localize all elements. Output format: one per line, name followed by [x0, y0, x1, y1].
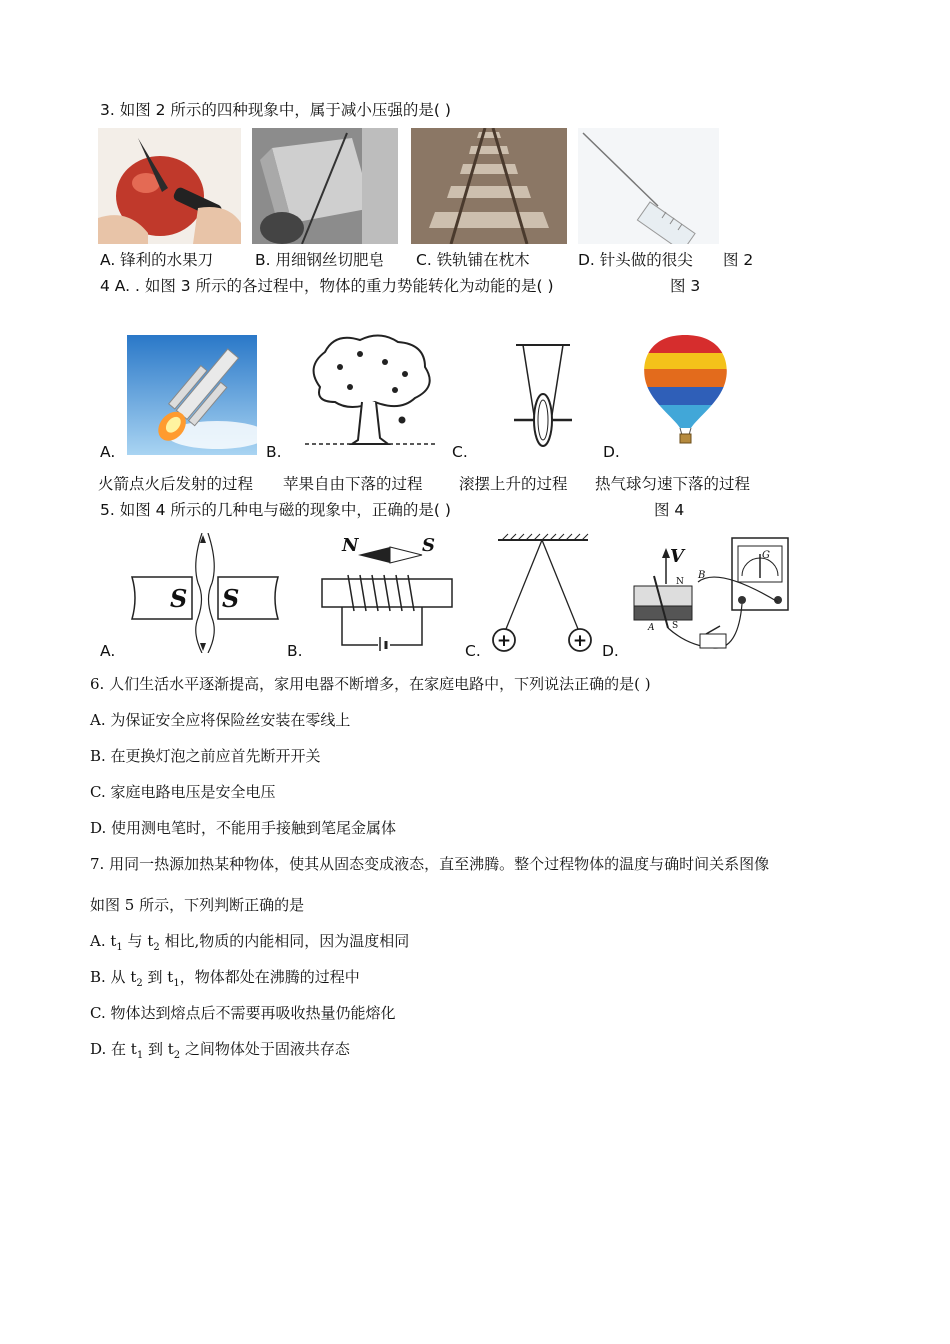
q3-figure-label: 图 2	[723, 251, 754, 269]
q7-option-a: A. $t_1$ 与 $t_2$ 相比,物质的内能相同，因为温度相同	[90, 932, 410, 953]
q5-c-charge-right: +	[572, 631, 588, 651]
q5-letter-c: C.	[465, 642, 481, 660]
q5-letter-a: A.	[100, 642, 116, 660]
q4-letter-b: B.	[266, 443, 282, 461]
q3-option-d: D. 针头做的很尖	[578, 251, 693, 269]
q7-stem-line1: 7. 用同一热源加热某种物体，使其从固态变成液态，直至沸腾。整个过程物体的温度与确时间关系图像	[90, 855, 770, 873]
q6-option-a: A. 为保证安全应将保险丝安装在零线上	[90, 711, 351, 729]
q5-a-pole-left: S	[170, 584, 188, 613]
q3-figure-c-railway-sleepers	[411, 128, 567, 244]
q3-option-a: A. 锋利的水果刀	[100, 251, 214, 269]
q3-option-c: C. 铁轨铺在枕木	[416, 251, 530, 269]
q7-stem-line2: 如图 5 所示，下列判断正确的是	[90, 896, 305, 914]
q5-figure-c-charged-balls	[488, 532, 598, 654]
q6-option-c: C. 家庭电路电压是安全电压	[90, 783, 276, 801]
q4-letter-d: D.	[603, 443, 620, 461]
q5-d-pole-n: N	[676, 577, 684, 587]
q4-stem: 4 A. . 如图 3 所示的各过程中，物体的重力势能转化为动能的是( )	[100, 277, 554, 295]
q4-caption-a: 火箭点火后发射的过程	[98, 475, 254, 493]
q4-caption-c: 滚摆上升的过程	[459, 475, 568, 493]
q7-option-b: B. 从 $t_2$ 到 $t_1$，物体都处在沸腾的过程中	[90, 968, 360, 989]
q3-option-b: B. 用细钢丝切肥皂	[255, 251, 384, 269]
q3-figure-d-syringe-needle	[578, 128, 719, 244]
q7-option-d: D. 在 $t_1$ 到 $t_2$ 之间物体处于固液共存态	[90, 1040, 350, 1061]
q3-figure-a-knife-apple	[98, 128, 241, 244]
q4-figure-c-maxwell-pendulum	[508, 340, 578, 458]
q4-figure-b-apple-tree	[300, 332, 440, 447]
q5-d-point-b: B	[698, 570, 706, 581]
q3-figure-b-wire-soap	[252, 128, 398, 244]
q5-c-charge-left: +	[496, 631, 512, 651]
q6-option-d: D. 使用测电笔时，不能用手接触到笔尾金属体	[90, 819, 397, 837]
q5-d-point-a: A	[648, 623, 655, 633]
q5-figure-a-magnets	[130, 533, 280, 653]
q5-b-needle-n: N	[342, 535, 359, 556]
q5-figure-d-induction-galvanometer	[628, 536, 793, 658]
q5-d-galvanometer-g: G	[762, 550, 770, 561]
q4-letter-a: A.	[100, 443, 116, 461]
q5-d-velocity-v: V	[670, 546, 684, 567]
q5-b-needle-s: S	[422, 535, 435, 556]
q5-figure-label: 图 4	[654, 501, 685, 519]
q5-figure-b-solenoid-needle	[318, 533, 458, 651]
q4-caption-b: 苹果自由下落的过程	[283, 475, 423, 493]
q4-caption-d: 热气球匀速下落的过程	[595, 475, 751, 493]
q5-letter-b: B.	[287, 642, 303, 660]
q5-letter-d: D.	[602, 642, 619, 660]
q5-a-pole-right: S	[222, 584, 240, 613]
q3-stem: 3. 如图 2 所示的四种现象中，属于减小压强的是( )	[100, 101, 451, 119]
q4-figure-label: 图 3	[670, 277, 701, 295]
q5-stem: 5. 如图 4 所示的几种电与磁的现象中，正确的是( )	[100, 501, 451, 519]
q6-stem: 6. 人们生活水平逐渐提高，家用电器不断增多，在家庭电路中，下列说法正确的是( )	[90, 675, 651, 693]
q4-letter-c: C.	[452, 443, 468, 461]
q7-option-c: C. 物体达到熔点后不需要再吸收热量仍能熔化	[90, 1004, 396, 1022]
q4-figure-d-hot-air-balloon	[638, 333, 733, 445]
q6-option-b: B. 在更换灯泡之前应首先断开开关	[90, 747, 321, 765]
q5-d-pole-s: S	[672, 621, 679, 631]
q4-figure-a-rocket	[127, 335, 257, 455]
